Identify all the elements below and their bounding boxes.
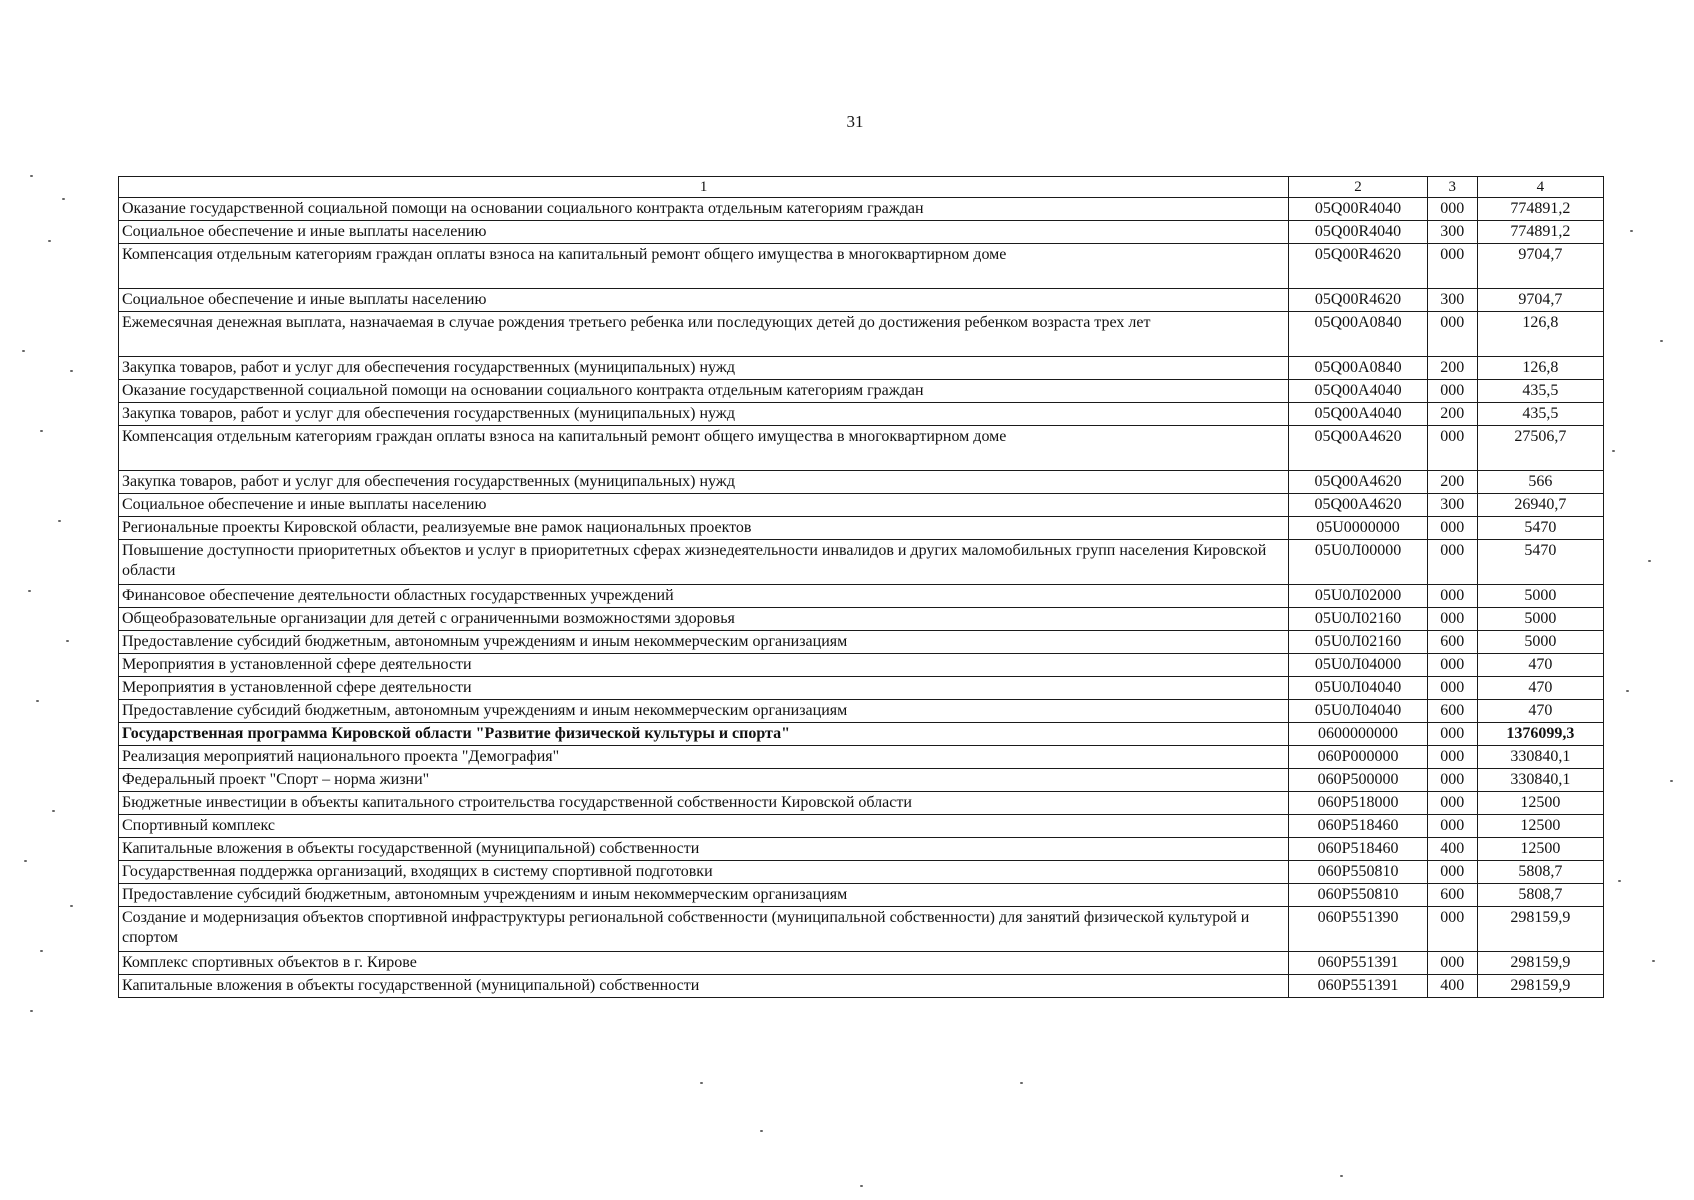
scan-speck [24, 860, 27, 862]
table-row [119, 585, 1604, 608]
row-type-cell: 400 [1427, 975, 1477, 998]
row-code-cell: 05Q00A4620 [1289, 471, 1428, 494]
row-name-cell: Предоставление субсидий бюджетным, автономным учреждениям и иным некоммерческим организациям [119, 700, 1289, 723]
scan-speck [1660, 340, 1663, 342]
row-code-cell: 05Q00A4040 [1289, 380, 1428, 403]
row-code-cell: 0600000000 [1289, 723, 1428, 746]
row-type-cell: 000 [1427, 861, 1477, 884]
row-type-cell: 000 [1427, 380, 1477, 403]
row-name-cell: Создание и модернизация объектов спортивной инфраструктуры региональной собственности (муниципальной собственности) для занятий физической культурой и спортом [119, 907, 1289, 952]
table-row [119, 746, 1604, 769]
row-sum-cell: 330840,1 [1477, 769, 1603, 792]
row-type-cell: 000 [1427, 244, 1477, 289]
row-type-cell: 200 [1427, 403, 1477, 426]
row-code-cell: 060P518000 [1289, 792, 1428, 815]
row-code-cell: 05Q00A4620 [1289, 494, 1428, 517]
scan-speck [48, 240, 51, 242]
row-name-cell: Предоставление субсидий бюджетным, автономным учреждениям и иным некоммерческим организациям [119, 884, 1289, 907]
row-name-cell: Бюджетные инвестиции в объекты капитального строительства государственной собственности Кировской области [119, 792, 1289, 815]
row-code-cell: 060P000000 [1289, 746, 1428, 769]
table-row [119, 244, 1604, 289]
row-name-cell: Оказание государственной социальной помощи на основании социального контракта отдельным категориям граждан [119, 198, 1289, 221]
header-col-sum: 4 [1477, 177, 1603, 198]
table-row [119, 312, 1604, 357]
table-row [119, 608, 1604, 631]
row-type-cell: 000 [1427, 746, 1477, 769]
row-type-cell: 000 [1427, 540, 1477, 585]
row-sum-cell: 330840,1 [1477, 746, 1603, 769]
row-type-cell: 000 [1427, 677, 1477, 700]
row-sum-cell: 298159,9 [1477, 975, 1603, 998]
row-code-cell: 05Q00A0840 [1289, 312, 1428, 357]
row-sum-cell: 435,5 [1477, 403, 1603, 426]
row-code-cell: 05U0Л04000 [1289, 654, 1428, 677]
table-row [119, 884, 1604, 907]
row-code-cell: 060P518460 [1289, 815, 1428, 838]
row-sum-cell: 566 [1477, 471, 1603, 494]
table-row [119, 289, 1604, 312]
row-type-cell: 000 [1427, 815, 1477, 838]
row-sum-cell: 470 [1477, 654, 1603, 677]
row-sum-cell: 298159,9 [1477, 907, 1603, 952]
row-name-cell: Закупка товаров, работ и услуг для обеспечения государственных (муниципальных) нужд [119, 357, 1289, 380]
row-type-cell: 600 [1427, 631, 1477, 654]
row-code-cell: 05U0Л00000 [1289, 540, 1428, 585]
header-col-code: 2 [1289, 177, 1428, 198]
table-row [119, 677, 1604, 700]
row-name-cell: Социальное обеспечение и иные выплаты населению [119, 221, 1289, 244]
table-row [119, 723, 1604, 746]
row-code-cell: 05Q00A0840 [1289, 357, 1428, 380]
table-row [119, 357, 1604, 380]
row-code-cell: 05Q00R4620 [1289, 289, 1428, 312]
row-code-cell: 060P551391 [1289, 975, 1428, 998]
row-sum-cell: 9704,7 [1477, 244, 1603, 289]
row-code-cell: 05Q00R4620 [1289, 244, 1428, 289]
row-sum-cell: 470 [1477, 677, 1603, 700]
row-name-cell: Повышение доступности приоритетных объектов и услуг в приоритетных сферах жизнедеятельности инвалидов и других маломобильных групп населения Кировской области [119, 540, 1289, 585]
row-sum-cell: 26940,7 [1477, 494, 1603, 517]
row-type-cell: 400 [1427, 838, 1477, 861]
row-name-cell: Мероприятия в установленной сфере деятельности [119, 654, 1289, 677]
row-type-cell: 000 [1427, 723, 1477, 746]
row-sum-cell: 126,8 [1477, 312, 1603, 357]
row-type-cell: 000 [1427, 654, 1477, 677]
row-sum-cell: 5000 [1477, 631, 1603, 654]
table-row [119, 426, 1604, 471]
scan-speck [860, 1185, 863, 1187]
scan-speck [40, 950, 43, 952]
table-row [119, 403, 1604, 426]
scan-speck [62, 198, 65, 200]
row-name-cell: Общеобразовательные организации для детей с ограниченными возможностями здоровья [119, 608, 1289, 631]
scan-speck [28, 590, 31, 592]
row-type-cell: 000 [1427, 952, 1477, 975]
row-name-cell: Капитальные вложения в объекты государственной (муниципальной) собственности [119, 838, 1289, 861]
row-sum-cell: 5000 [1477, 585, 1603, 608]
row-type-cell: 000 [1427, 517, 1477, 540]
row-sum-cell: 774891,2 [1477, 198, 1603, 221]
scan-speck [40, 430, 43, 432]
scan-speck [760, 1130, 763, 1132]
scan-speck [1612, 450, 1615, 452]
table-row [119, 792, 1604, 815]
scan-speck [36, 700, 39, 702]
row-name-cell: Ежемесячная денежная выплата, назначаемая в случае рождения третьего ребенка или последующих детей до достижения ребенком возраста трех лет [119, 312, 1289, 357]
row-code-cell: 060P550810 [1289, 861, 1428, 884]
row-name-cell: Государственная программа Кировской области "Развитие физической культуры и спорта" [119, 723, 1289, 746]
table-row [119, 380, 1604, 403]
table-row [119, 769, 1604, 792]
table-row [119, 952, 1604, 975]
row-type-cell: 200 [1427, 357, 1477, 380]
row-code-cell: 05U0Л02160 [1289, 631, 1428, 654]
table-row [119, 517, 1604, 540]
row-code-cell: 05Q00A4040 [1289, 403, 1428, 426]
row-name-cell: Региональные проекты Кировской области, реализуемые вне рамок национальных проектов [119, 517, 1289, 540]
scan-speck [70, 905, 73, 907]
row-name-cell: Комплекс спортивных объектов в г. Кирове [119, 952, 1289, 975]
row-name-cell: Государственная поддержка организаций, входящих в систему спортивной подготовки [119, 861, 1289, 884]
scan-speck [58, 520, 61, 522]
row-type-cell: 000 [1427, 585, 1477, 608]
table-row [119, 975, 1604, 998]
row-type-cell: 000 [1427, 426, 1477, 471]
row-name-cell: Финансовое обеспечение деятельности областных государственных учреждений [119, 585, 1289, 608]
row-code-cell: 060P500000 [1289, 769, 1428, 792]
page-number: 31 [846, 112, 864, 131]
row-code-cell: 05U0000000 [1289, 517, 1428, 540]
header-col-name: 1 [119, 177, 1289, 198]
table-row [119, 700, 1604, 723]
scan-speck [1020, 1082, 1023, 1084]
row-name-cell: Оказание государственной социальной помощи на основании социального контракта отдельным категориям граждан [119, 380, 1289, 403]
row-code-cell: 05Q00A4620 [1289, 426, 1428, 471]
row-name-cell: Закупка товаров, работ и услуг для обеспечения государственных (муниципальных) нужд [119, 403, 1289, 426]
scan-speck [1670, 780, 1673, 782]
row-name-cell: Спортивный комплекс [119, 815, 1289, 838]
table-row [119, 540, 1604, 585]
row-code-cell: 05Q00R4040 [1289, 198, 1428, 221]
row-sum-cell: 126,8 [1477, 357, 1603, 380]
header-row [119, 177, 1604, 198]
scan-speck [1626, 690, 1629, 692]
row-sum-cell: 470 [1477, 700, 1603, 723]
table-row [119, 815, 1604, 838]
row-type-cell: 000 [1427, 198, 1477, 221]
row-code-cell: 05U0Л02160 [1289, 608, 1428, 631]
table-row [119, 631, 1604, 654]
row-sum-cell: 9704,7 [1477, 289, 1603, 312]
row-type-cell: 600 [1427, 884, 1477, 907]
row-name-cell: Компенсация отдельным категориям граждан оплаты взноса на капитальный ремонт общего имущества в многоквартирном доме [119, 244, 1289, 289]
table-row [119, 654, 1604, 677]
row-sum-cell: 5470 [1477, 517, 1603, 540]
table-row [119, 494, 1604, 517]
row-type-cell: 000 [1427, 608, 1477, 631]
table-row [119, 471, 1604, 494]
row-sum-cell: 12500 [1477, 792, 1603, 815]
row-sum-cell: 5000 [1477, 608, 1603, 631]
scan-speck [22, 350, 25, 352]
row-sum-cell: 12500 [1477, 815, 1603, 838]
row-type-cell: 600 [1427, 700, 1477, 723]
table-row [119, 838, 1604, 861]
row-sum-cell: 1376099,3 [1477, 723, 1603, 746]
scan-speck [700, 1082, 703, 1084]
row-name-cell: Закупка товаров, работ и услуг для обеспечения государственных (муниципальных) нужд [119, 471, 1289, 494]
row-name-cell: Капитальные вложения в объекты государственной (муниципальной) собственности [119, 975, 1289, 998]
scan-speck [52, 810, 55, 812]
row-sum-cell: 5808,7 [1477, 861, 1603, 884]
row-code-cell: 060P551391 [1289, 952, 1428, 975]
row-sum-cell: 27506,7 [1477, 426, 1603, 471]
header-col-type: 3 [1427, 177, 1477, 198]
table-row [119, 907, 1604, 952]
row-name-cell: Компенсация отдельным категориям граждан оплаты взноса на капитальный ремонт общего имущества в многоквартирном доме [119, 426, 1289, 471]
scan-speck [1340, 1175, 1343, 1177]
row-code-cell: 05U0Л02000 [1289, 585, 1428, 608]
table-row [119, 198, 1604, 221]
scan-speck [70, 370, 73, 372]
scan-speck [1648, 560, 1651, 562]
row-name-cell: Социальное обеспечение и иные выплаты населению [119, 289, 1289, 312]
row-sum-cell: 435,5 [1477, 380, 1603, 403]
row-code-cell: 05U0Л04040 [1289, 700, 1428, 723]
row-code-cell: 05U0Л04040 [1289, 677, 1428, 700]
row-name-cell: Социальное обеспечение и иные выплаты населению [119, 494, 1289, 517]
row-name-cell: Федеральный проект "Спорт – норма жизни" [119, 769, 1289, 792]
row-type-cell: 000 [1427, 907, 1477, 952]
scan-speck [1630, 230, 1633, 232]
row-sum-cell: 774891,2 [1477, 221, 1603, 244]
row-type-cell: 000 [1427, 792, 1477, 815]
scan-speck [30, 1010, 33, 1012]
table-row [119, 221, 1604, 244]
row-sum-cell: 298159,9 [1477, 952, 1603, 975]
row-code-cell: 060P551390 [1289, 907, 1428, 952]
row-name-cell: Мероприятия в установленной сфере деятельности [119, 677, 1289, 700]
budget-table [118, 176, 1604, 998]
scan-speck [1618, 880, 1621, 882]
scan-speck [1652, 960, 1655, 962]
row-code-cell: 060P518460 [1289, 838, 1428, 861]
row-code-cell: 060P550810 [1289, 884, 1428, 907]
row-type-cell: 000 [1427, 769, 1477, 792]
row-sum-cell: 12500 [1477, 838, 1603, 861]
row-type-cell: 200 [1427, 471, 1477, 494]
scan-speck [30, 175, 33, 177]
scan-speck [66, 640, 69, 642]
row-type-cell: 000 [1427, 312, 1477, 357]
row-type-cell: 300 [1427, 494, 1477, 517]
row-code-cell: 05Q00R4040 [1289, 221, 1428, 244]
row-sum-cell: 5470 [1477, 540, 1603, 585]
row-type-cell: 300 [1427, 289, 1477, 312]
row-name-cell: Реализация мероприятий национального проекта "Демография" [119, 746, 1289, 769]
row-type-cell: 300 [1427, 221, 1477, 244]
row-sum-cell: 5808,7 [1477, 884, 1603, 907]
table-row [119, 861, 1604, 884]
row-name-cell: Предоставление субсидий бюджетным, автономным учреждениям и иным некоммерческим организациям [119, 631, 1289, 654]
